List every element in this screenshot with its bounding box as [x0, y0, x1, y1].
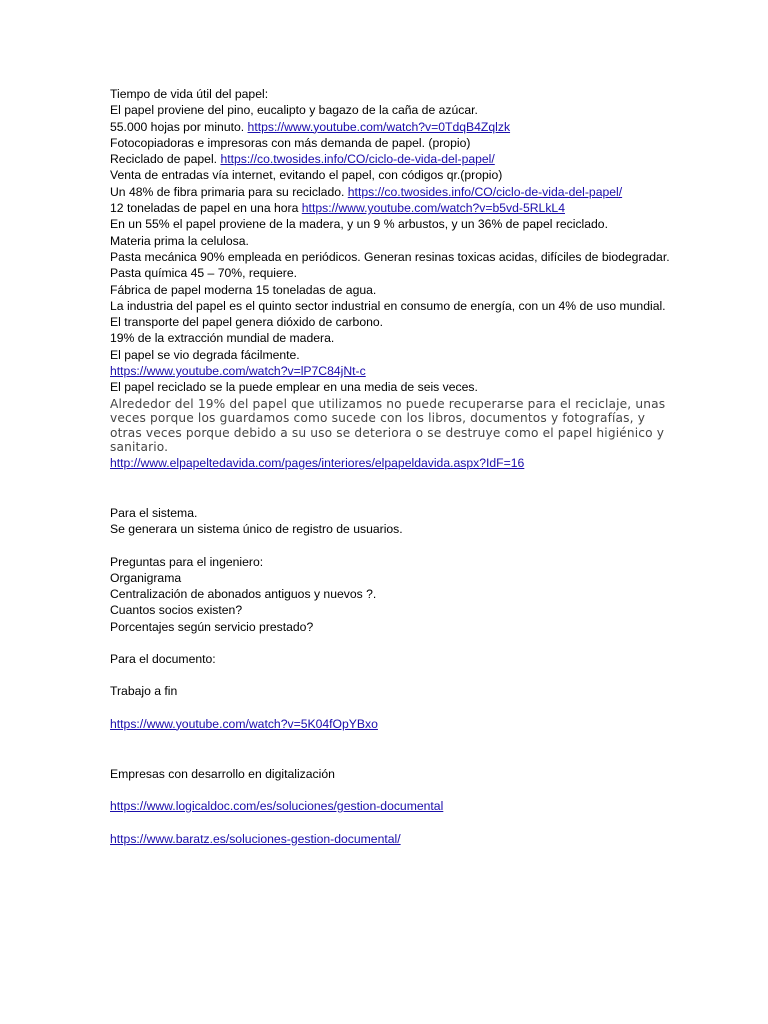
note-link[interactable]: https://co.twosides.info/CO/ciclo-de-vida-del-papel/ — [220, 152, 495, 167]
recycling-quote: Alrededor del 19% del papel que utilizamos no puede recuperarse para el reciclaje, unas veces porque los guardamos como sucede con los libros, documentos y fotografías, y otras veces porque debido a su uso se deteriora o se destruye como el papel higiénico y sanitario. — [110, 396, 666, 455]
note-text: Reciclado de papel. — [110, 152, 221, 167]
note-text: Venta de entradas vía internet, evitando el papel, con códigos qr.(propio) — [110, 168, 503, 183]
note-line — [110, 233, 670, 249]
youtube-link[interactable]: https://www.youtube.com/watch?v=5K04fOpYBxo — [110, 716, 378, 731]
question-item: Porcentajes según servicio prestado? — [110, 619, 314, 634]
note-line — [110, 102, 670, 118]
baratz-link[interactable]: https://www.baratz.es/soluciones-gestion-documental/ — [110, 831, 401, 846]
note-text: 19% de la extracción mundial de madera. — [110, 331, 335, 346]
note-link[interactable]: https://www.youtube.com/watch?v=lP7C84jNt-c — [110, 364, 366, 379]
elpapeltedavida-link[interactable]: http://www.elpapeltedavida.com/pages/interiores/elpapeldavida.aspx?IdF=16 — [110, 455, 525, 470]
note-text: En un 55% el papel proviene de la madera, y un 9 % arbustos, y un 36% de papel reciclado. — [110, 217, 608, 232]
note-text: Un 48% de fibra primaria para su reciclado. — [110, 184, 348, 199]
note-line — [110, 249, 670, 265]
note-line — [110, 151, 670, 167]
note-line — [110, 200, 670, 216]
note-text: Fotocopiadoras e impresoras con más demanda de papel. (propio) — [110, 135, 471, 150]
note-line — [110, 135, 670, 151]
question-item: Organigrama — [110, 570, 182, 585]
document-heading: Para el documento: — [110, 652, 216, 667]
note-text: Fábrica de papel moderna 15 toneladas de agua. — [110, 282, 377, 297]
system-heading: Para el sistema. — [110, 505, 198, 520]
work-end-label: Trabajo a fin — [110, 684, 178, 699]
question-item: Centralización de abonados antiguos y nuevos ?. — [110, 587, 377, 602]
note-line — [110, 184, 670, 200]
note-text: Pasta mecánica 90% empleada en periódicos. Generan resinas toxicas acidas, difíciles de biodegradar. — [110, 249, 670, 264]
note-line — [110, 86, 670, 102]
note-line — [110, 167, 670, 183]
paper-notes — [110, 86, 670, 396]
note-text: El papel reciclado se la puede emplear en una media de seis veces. — [110, 380, 478, 395]
note-line — [110, 330, 670, 346]
note-text: El papel proviene del pino, eucalipto y bagazo de la caña de azúcar. — [110, 103, 478, 118]
system-text: Se generara un sistema único de registro de usuarios. — [110, 522, 403, 537]
note-line — [110, 282, 670, 298]
note-text: Materia prima la celulosa. — [110, 233, 249, 248]
note-text: El transporte del papel genera dióxido de carbono. — [110, 315, 384, 330]
note-line — [110, 265, 670, 281]
note-link[interactable]: https://co.twosides.info/CO/ciclo-de-vida-del-papel/ — [347, 184, 623, 199]
note-line — [110, 363, 670, 379]
note-text: Pasta química 45 – 70%, requiere. — [110, 266, 297, 281]
note-text: 55.000 hojas por minuto. — [110, 119, 248, 134]
document-page — [110, 86, 670, 847]
note-link[interactable]: https://www.youtube.com/watch?v=b5vd-5RLkL4 — [301, 201, 565, 216]
question-item: Cuantos socios existen? — [110, 603, 243, 618]
note-text: 12 toneladas de papel en una hora — [110, 201, 302, 216]
note-line — [110, 216, 670, 232]
note-text: El papel se vio degrada fácilmente. — [110, 347, 300, 362]
logicaldoc-link[interactable]: https://www.logicaldoc.com/es/soluciones/gestion-documental — [110, 799, 444, 814]
note-line — [110, 379, 670, 395]
note-line — [110, 347, 670, 363]
questions-heading: Preguntas para el ingeniero: — [110, 554, 264, 569]
note-line — [110, 298, 670, 314]
companies-heading: Empresas con desarrollo en digitalización — [110, 766, 335, 781]
note-text: La industria del papel es el quinto sector industrial en consumo de energía, con un 4% de uso mundial. — [110, 298, 666, 313]
note-line — [110, 119, 670, 135]
note-line — [110, 314, 670, 330]
note-text: Tiempo de vida útil del papel: — [110, 87, 269, 101]
note-link[interactable]: https://www.youtube.com/watch?v=0TdqB4Zqlzk — [247, 119, 511, 134]
